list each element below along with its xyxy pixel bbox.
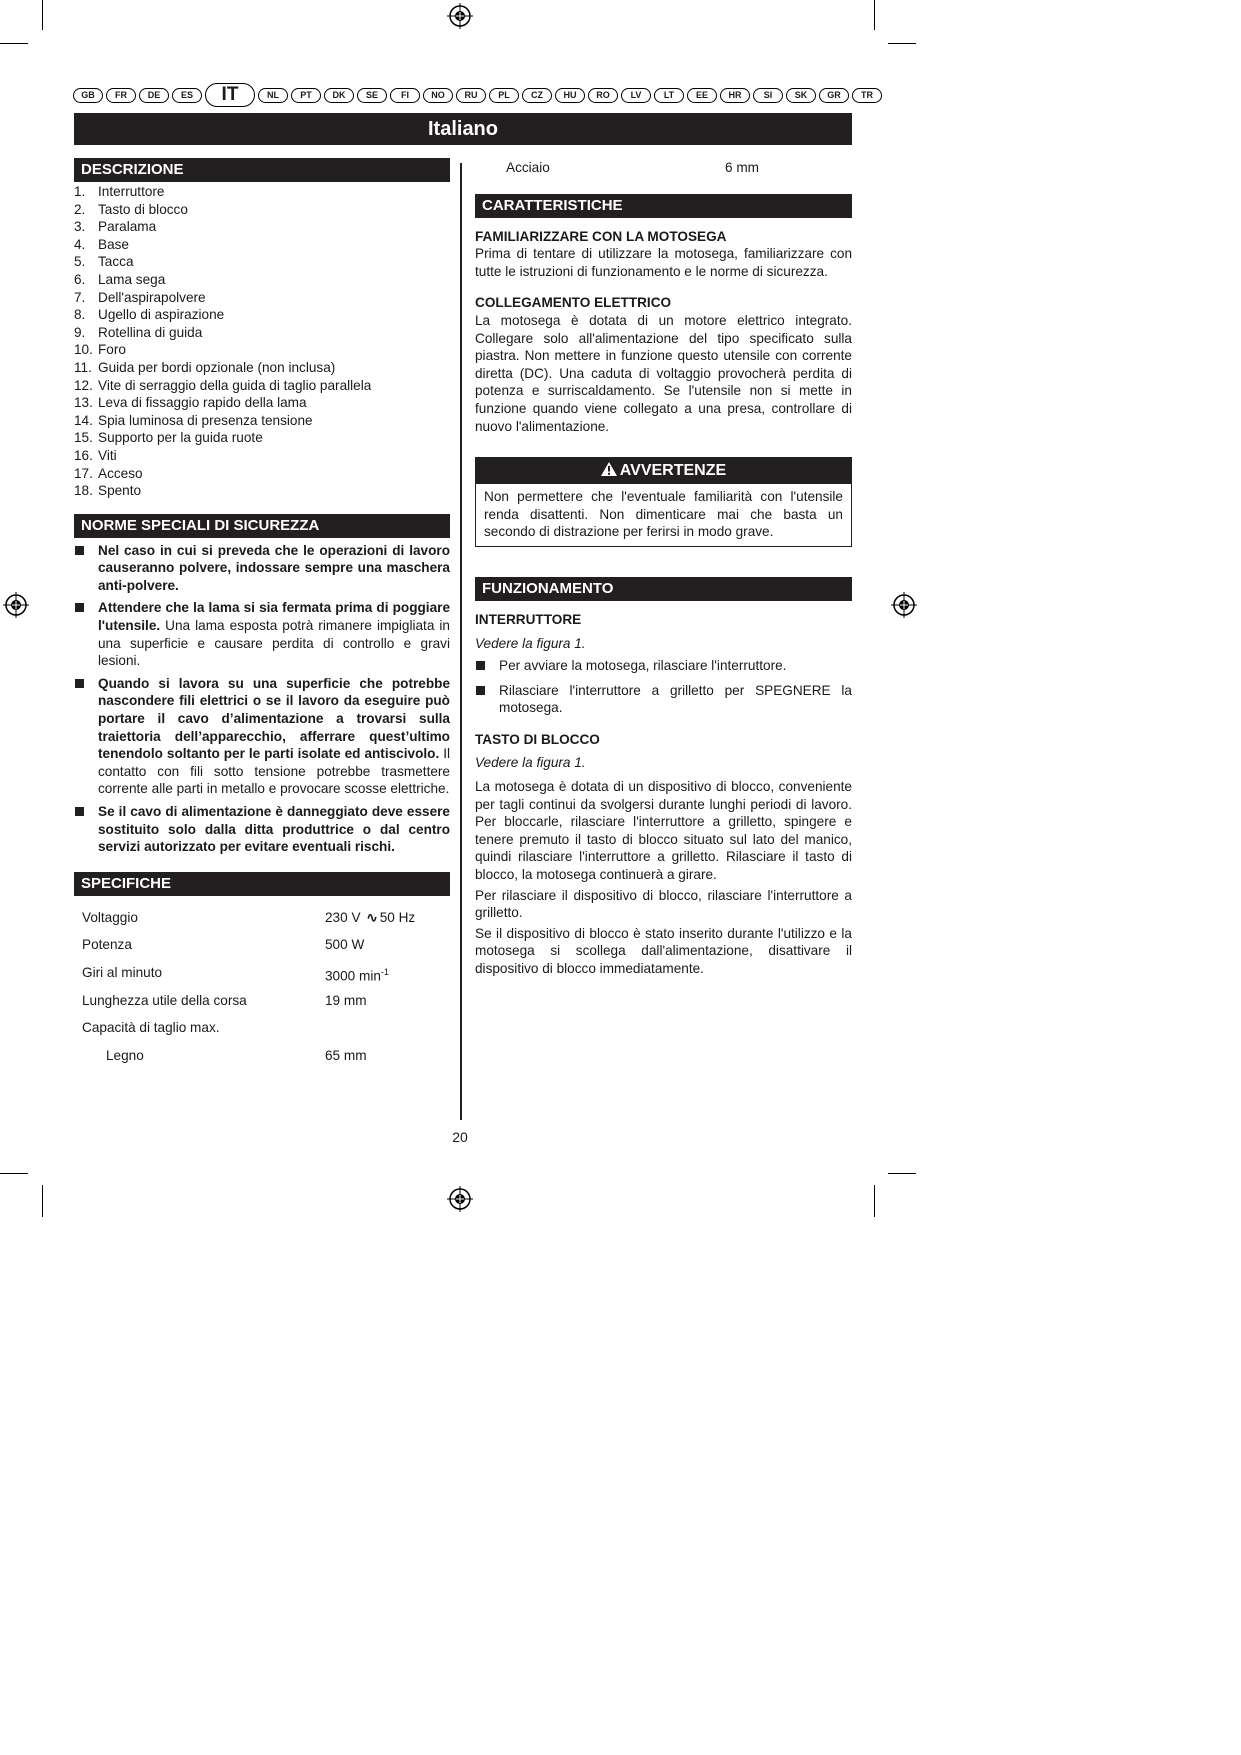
subheading-tasto-di-blocco: TASTO DI BLOCCO [475, 731, 600, 747]
list-number: 10. [74, 342, 93, 358]
list-item [74, 201, 450, 219]
spec-value-text: 65 mm [325, 1047, 367, 1063]
crop-mark [42, 1185, 43, 1217]
language-badge-se: SE [357, 88, 387, 103]
language-badge-dk: DK [324, 88, 354, 103]
spec-row [74, 1014, 450, 1042]
list-text: Supporto per la guida ruote [98, 430, 263, 446]
list-number: 18. [74, 483, 93, 499]
registration-mark-icon [891, 592, 917, 618]
bullet-square-icon [75, 807, 84, 816]
list-number: 2. [74, 201, 86, 217]
spec-key: Lunghezza utile della corsa [82, 992, 247, 1008]
crop-mark [874, 0, 875, 30]
spec-key: Potenza [82, 937, 132, 953]
warning-box [475, 457, 852, 547]
bullet-square-icon [75, 603, 84, 612]
language-badge-de: DE [139, 88, 169, 103]
language-bar [73, 82, 873, 106]
list-number: 8. [74, 307, 86, 323]
list-item [74, 324, 450, 342]
bullet-square-icon [476, 686, 485, 695]
language-badge-it: IT [205, 83, 255, 107]
list-text: Paralama [98, 219, 157, 235]
list-number: 5. [74, 254, 86, 270]
crop-mark [888, 43, 916, 44]
norme-list [74, 542, 450, 856]
list-number: 12. [74, 377, 93, 393]
list-number: 1. [74, 184, 86, 199]
subheading-familiarizzare: FAMILIARIZZARE CON LA MOTOSEGA [475, 228, 727, 244]
list-number: 3. [74, 219, 86, 235]
spec-row-acciaio [475, 154, 852, 182]
spec-value: 6 mm [725, 160, 759, 175]
list-item [74, 465, 450, 483]
language-badge-hr: HR [720, 88, 750, 103]
spec-value [325, 904, 415, 932]
list-number: 4. [74, 236, 86, 252]
list-number: 15. [74, 430, 93, 446]
list-item [74, 183, 450, 201]
figure-reference: Vedere la figura 1. [475, 755, 586, 771]
page-title: Italiano [74, 113, 852, 145]
spec-row [74, 1042, 450, 1070]
crop-mark [874, 1185, 875, 1217]
language-badge-gr: GR [819, 88, 849, 103]
list-item [74, 542, 450, 595]
spec-row [74, 987, 450, 1015]
bold-text: Nel caso in cui si preveda che le operazioni di lavoro causeranno polvere, indossare sempre una maschera anti-polvere. [98, 542, 450, 593]
list-item [74, 218, 450, 236]
right-column [475, 158, 852, 978]
spec-key: Giri al minuto [82, 964, 163, 980]
list-item [74, 447, 450, 465]
list-text: Vite di serraggio della guida di taglio parallela [98, 377, 372, 393]
list-text: Tasto di blocco [98, 201, 188, 217]
language-badge-fr: FR [106, 88, 136, 103]
list-text: Acceso [98, 465, 143, 481]
language-badge-hu: HU [555, 88, 585, 103]
paragraph-tasto-2: Per rilasciare il dispositivo di blocco, rilasciare l'interruttore a grilletto. [475, 887, 852, 921]
spec-value [325, 1042, 367, 1070]
list-item [74, 271, 450, 289]
list-text: Interruttore [98, 184, 165, 199]
spec-value [325, 987, 367, 1015]
spec-key: Voltaggio [82, 909, 138, 925]
registration-mark-icon [447, 1186, 473, 1212]
warning-triangle-icon [601, 462, 617, 476]
bold-text: Se il cavo di alimentazione è danneggiato deve essere sostituito solo dalla ditta produttrice o dal centro servizi autorizzato per evitare eventuali rischi. [98, 804, 450, 855]
left-column [74, 158, 450, 1069]
warning-title: AVVERTENZE [619, 462, 727, 480]
list-number: 17. [74, 465, 93, 481]
list-item [74, 412, 450, 430]
subheading-interruttore: INTERRUTTORE [475, 611, 582, 627]
list-item [74, 394, 450, 412]
list-item [74, 599, 450, 669]
list-text: Spento [98, 483, 142, 499]
ac-symbol-icon: ∿ [366, 909, 378, 925]
crop-mark [888, 1173, 916, 1174]
spec-key: Acciaio [506, 160, 550, 175]
spec-row [74, 931, 450, 959]
spec-value-text: 500 W [325, 937, 365, 953]
language-badge-lt: LT [654, 88, 684, 103]
language-badge-ro: RO [588, 88, 618, 103]
list-text: Foro [98, 342, 126, 358]
language-badge-tr: TR [852, 88, 882, 103]
list-text: Leva di fissaggio rapido della lama [98, 395, 307, 411]
list-item [74, 359, 450, 377]
list-item [74, 377, 450, 395]
language-badge-sk: SK [786, 88, 816, 103]
body-text: Il contatto con fili sotto tensione potrebbe trasmettere corrente alle parti in metallo e provocare scosse elettriche. [98, 746, 450, 797]
body-text: Una lama esposta potrà rimanere impigliata in una superficie e causare perdita di controllo e gravi lesioni. [98, 618, 450, 669]
spec-value [325, 959, 389, 987]
crop-mark [0, 1173, 28, 1174]
bold-text: Attendere che la lama si sia fermata prima di poggiare l'utensile. [98, 600, 450, 634]
list-number: 6. [74, 271, 86, 287]
spec-key: Legno [106, 1047, 144, 1063]
language-badge-pt: PT [291, 88, 321, 103]
list-item [74, 341, 450, 359]
spec-value [325, 931, 364, 959]
registration-mark-icon [3, 592, 29, 618]
spec-value-text: 3000 min [325, 968, 381, 984]
page-number: 20 [452, 1129, 468, 1145]
list-text: Viti [98, 447, 117, 463]
section-heading-norme: NORME SPECIALI DI SICUREZZA [74, 514, 450, 538]
list-text: Rotellina di guida [98, 324, 203, 340]
language-badge-fi: FI [390, 88, 420, 103]
warning-text: Non permettere che l'eventuale familiarità con l'utensile renda disattenti. Non dimenticare mai che basta un secondo di distrazione per ferirsi in modo grave. [484, 489, 843, 540]
list-item [74, 306, 450, 324]
list-item [74, 429, 450, 447]
section-heading-descrizione: DESCRIZIONE [74, 158, 450, 182]
list-number: 9. [74, 324, 86, 340]
list-text: Guida per bordi opzionale (non inclusa) [98, 359, 336, 375]
list-item [74, 482, 450, 500]
list-number: 7. [74, 289, 86, 305]
language-badge-pl: PL [489, 88, 519, 103]
language-badge-es: ES [172, 88, 202, 103]
language-badge-lv: LV [621, 88, 651, 103]
list-item [475, 682, 852, 717]
list-text: Tacca [98, 254, 134, 270]
language-badge-nl: NL [258, 88, 288, 103]
paragraph-collegamento: La motosega è dotata di un motore elettrico integrato. Collegare solo all'alimentazione del tipo specificato sulla piastra. Non mettere in funzione questo utensile con corrente diretta (DC). Una caduta di voltaggio provocherà perdita di potenza e surriscaldamento. Se l'utensile non si mette in funzione quando viene collegato a una presa, controllare di nuovo l'alimentazione. [475, 312, 852, 434]
bullet-square-icon [75, 679, 84, 688]
list-text: Ugello di aspirazione [98, 307, 225, 323]
language-badge-ru: RU [456, 88, 486, 103]
specifiche-table [74, 904, 450, 1070]
spec-value-text: 19 mm [325, 992, 367, 1008]
section-heading-funzionamento: FUNZIONAMENTO [475, 577, 852, 601]
list-text: Dell'aspirapolvere [98, 289, 206, 305]
language-badge-si: SI [753, 88, 783, 103]
descrizione-list [74, 183, 450, 500]
bullet-square-icon [75, 546, 84, 555]
spec-key: Capacità di taglio max. [82, 1020, 220, 1036]
body-text: Per avviare la motosega, rilasciare l'interruttore. [499, 658, 787, 674]
crop-mark [42, 0, 43, 30]
spec-value-voltage: 230 V [325, 909, 361, 925]
list-text: Lama sega [98, 271, 166, 287]
list-item [74, 803, 450, 856]
list-number: 11. [74, 359, 92, 375]
list-item [74, 236, 450, 254]
section-heading-caratteristiche: CARATTERISTICHE [475, 194, 852, 218]
list-item [475, 657, 852, 675]
language-badge-cz: CZ [522, 88, 552, 103]
body-text: Rilasciare l'interruttore a grilletto per SPEGNERE la motosega. [499, 682, 852, 716]
list-number: 16. [74, 447, 93, 463]
paragraph-familiarizzare: Prima di tentare di utilizzare la motosega, familiarizzare con tutte le istruzioni di funzionamento e le norme di sicurezza. [475, 246, 852, 279]
language-badge-gb: GB [73, 88, 103, 103]
paragraph-tasto-3: Se il dispositivo di blocco è stato inserito durante l'utilizzo e la motosega si scollega dall'alimentazione, disattivare il dispositivo di blocco immediatamente. [475, 925, 852, 976]
subheading-collegamento: COLLEGAMENTO ELETTRICO [475, 295, 672, 311]
list-text: Base [98, 236, 129, 252]
column-divider [460, 163, 462, 1120]
interruttore-list [475, 657, 852, 717]
list-item [74, 289, 450, 307]
list-text: Spia luminosa di presenza tensione [98, 412, 313, 428]
crop-mark [0, 43, 28, 44]
list-item [74, 675, 450, 798]
list-number: 14. [74, 412, 93, 428]
spec-value-exponent: -1 [380, 966, 389, 977]
bullet-square-icon [476, 661, 485, 670]
paragraph-tasto-1: La motosega è dotata di un dispositivo di blocco, conveniente per tagli continui da svolgersi durante lunghi periodi di lavoro. Per bloccarle, rilasciare l'interruttore a grilletto, spingere e tenere premuto il tasto di blocco situato sul lato del manico, quindi rilasciare l'interruttore a grilletto. Rilasciare il tasto di blocco, la motosega continuerà a girare. [475, 779, 852, 883]
registration-mark-icon [447, 3, 473, 29]
language-badge-no: NO [423, 88, 453, 103]
spec-value-frequency: 50 Hz [379, 909, 416, 925]
figure-reference: Vedere la figura 1. [475, 635, 586, 651]
bold-text: Quando si lavora su una superficie che potrebbe nascondere fili elettrici o se il lavoro da eseguire può portare il cavo d’alimentazione a trovarsi sulla traiettoria dell’apparecchio, afferrare quest’ultimo tenendolo soltanto per le parti isolate ed antiscivolo. [98, 675, 450, 762]
section-heading-specifiche: SPECIFICHE [74, 872, 450, 896]
language-badge-ee: EE [687, 88, 717, 103]
warning-header [476, 458, 851, 484]
list-number: 13. [74, 395, 93, 411]
spec-row [74, 959, 450, 987]
list-item [74, 253, 450, 271]
spec-row [74, 904, 450, 932]
